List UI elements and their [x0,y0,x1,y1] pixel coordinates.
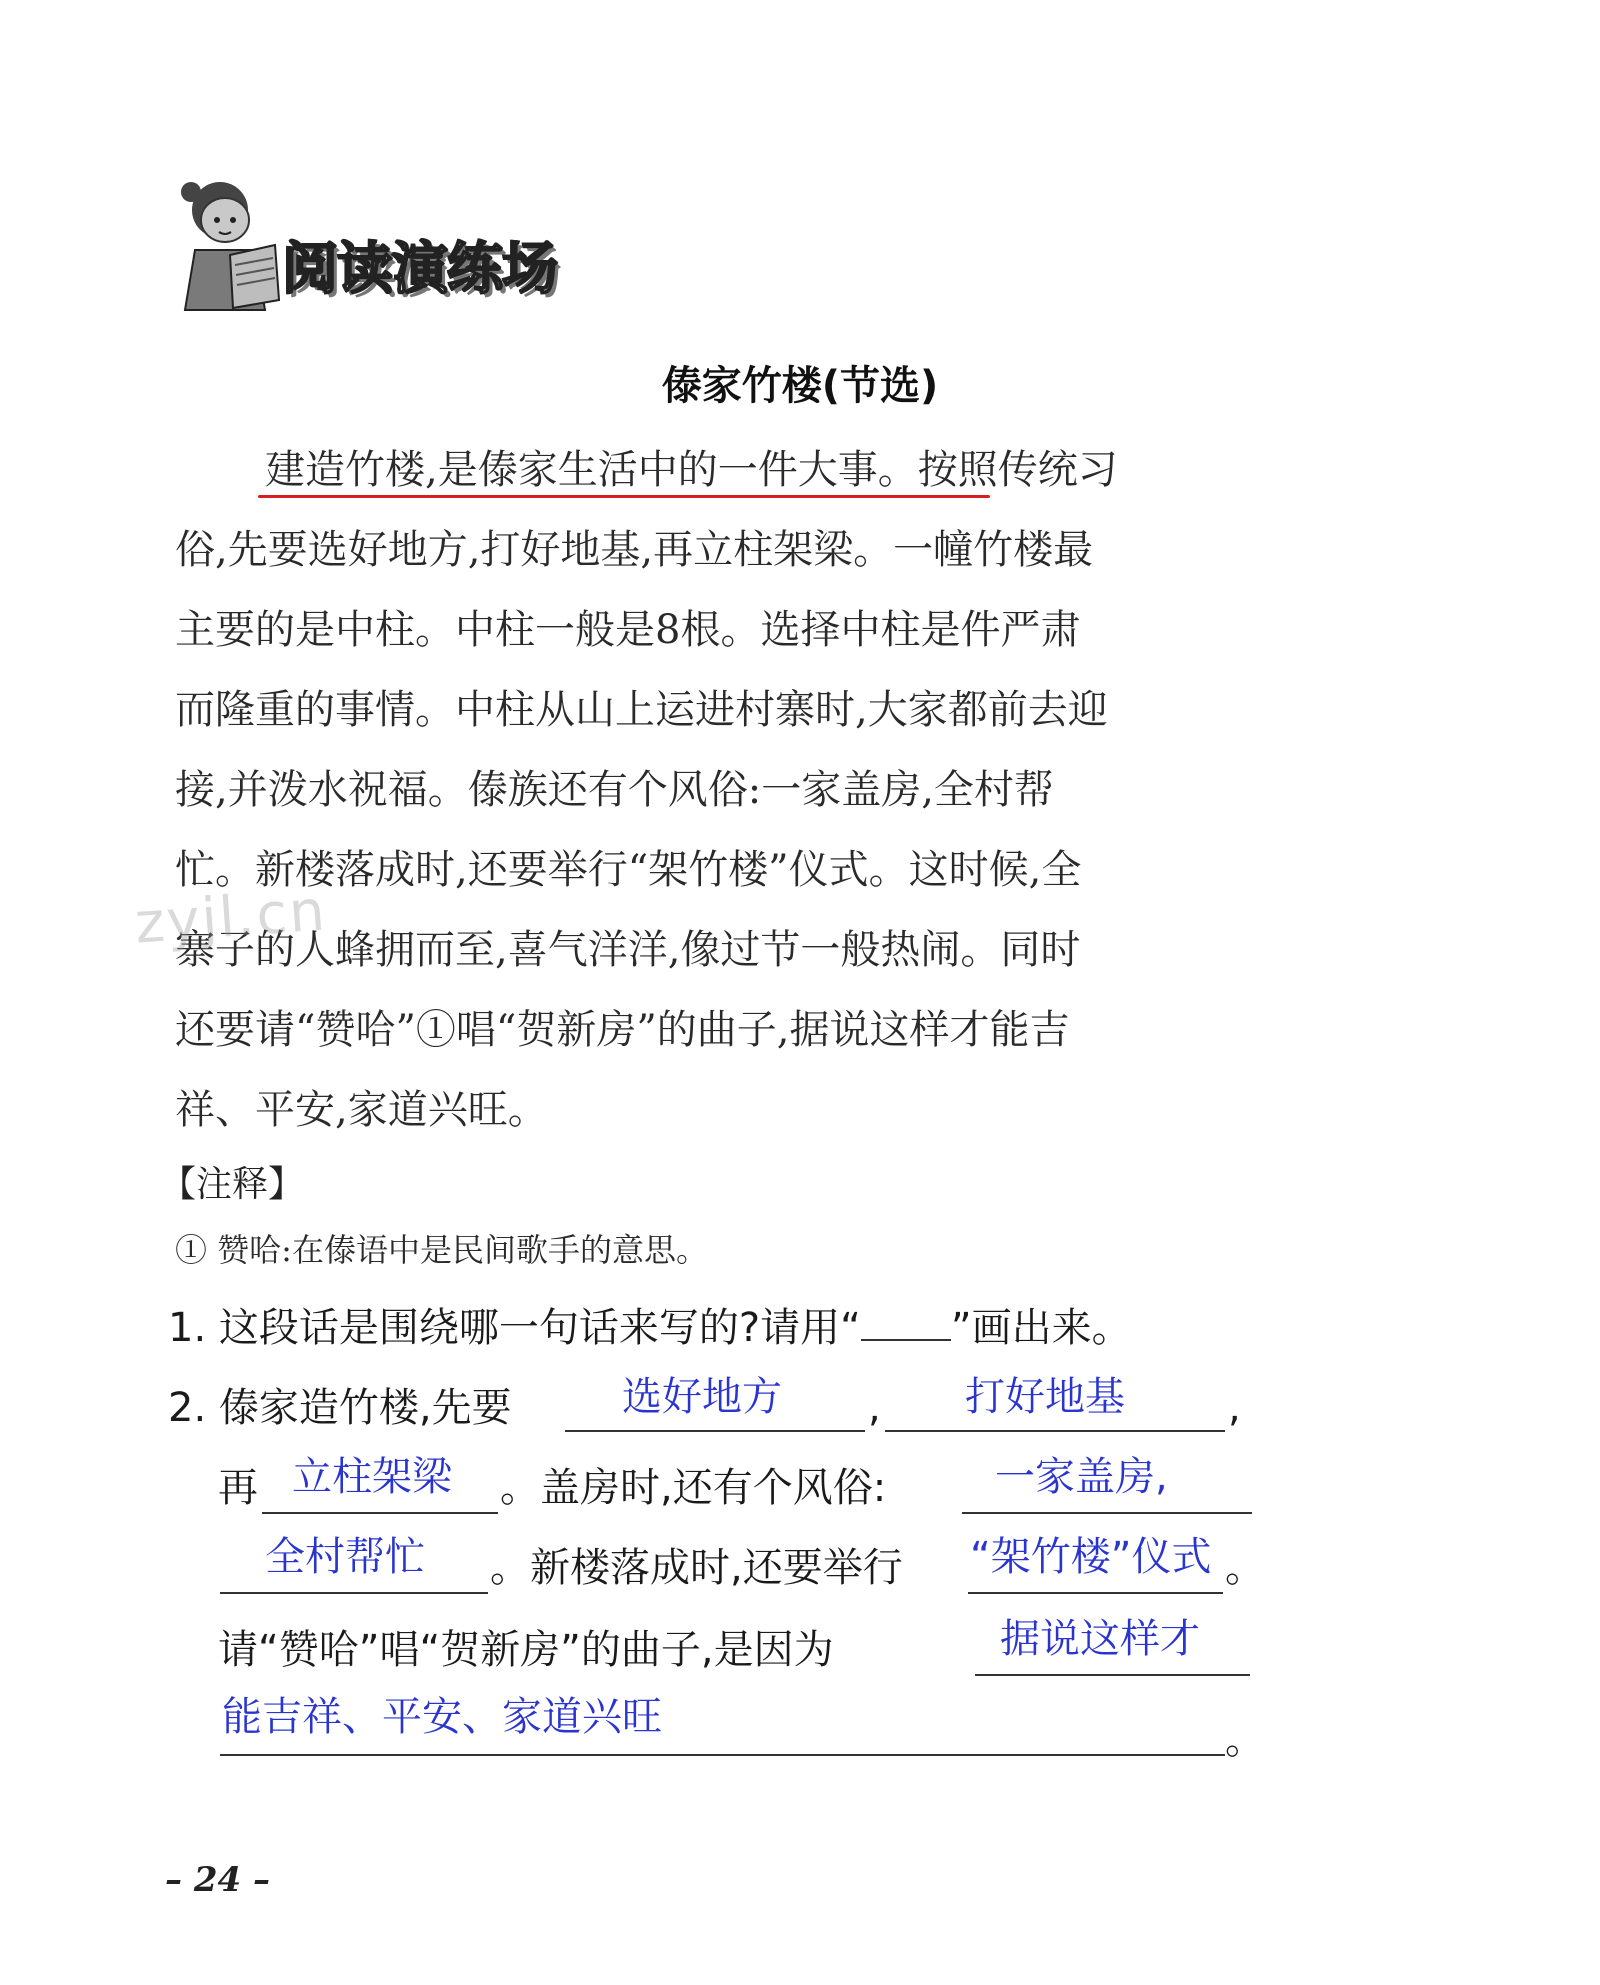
comma-2: , [1228,1385,1241,1431]
answer-2: 打好地基 [965,1374,1125,1420]
question-1-text-before: 1. 这段话是围绕哪一句话来写的?请用“ [168,1305,861,1351]
question-1-sample-line [861,1305,951,1341]
question-2-line-5-end: 。 [1225,1717,1265,1763]
answer-blank-7[interactable] [975,1674,1250,1676]
note-item: ① 赞哈:在傣语中是民间歌手的意思。 [175,1231,708,1269]
answer-5: 全村帮忙 [265,1534,425,1580]
answer-8: 能吉祥、平安、家道兴旺 [222,1694,662,1740]
passage-line-5: 接,并泼水祝福。傣族还有个风俗:一家盖房,全村帮 [175,767,1054,813]
question-2-line-3-mid: 。新楼落成时,还要举行 [490,1545,903,1591]
watermark: zyjl.cn [132,878,329,957]
answer-6: “架竹楼”仪式 [970,1534,1212,1580]
answer-red-underline [258,495,990,498]
question-2-line-3-end: 。 [1225,1545,1265,1591]
answer-blank-2[interactable] [885,1430,1225,1432]
question-2-line-1: 2. 傣家造竹楼,先要 [168,1385,512,1431]
answer-blank-3[interactable] [262,1512,498,1514]
passage-line-6: 忙。新楼落成时,还要举行“架竹楼”仪式。这时候,全 [175,847,1082,893]
passage-line-9: 祥、平安,家道兴旺。 [175,1087,548,1133]
question-1-text-after: ”画出来。 [950,1305,1132,1351]
article-title: 傣家竹楼(节选) [661,363,939,409]
answer-blank-5[interactable] [220,1592,488,1594]
section-title: 阅读演练场 [282,237,557,302]
girl-reading-illustration [175,170,280,320]
question-2-line-4: 请“赞哈”唱“贺新房”的曲子,是因为 [218,1627,834,1673]
passage-line-3: 主要的是中柱。中柱一般是8根。选择中柱是件严肃 [175,607,1081,653]
answer-4: 一家盖房, [995,1454,1168,1500]
answer-1: 选好地方 [622,1374,782,1420]
passage-line-4: 而隆重的事情。中柱从山上运进村寨时,大家都前去迎 [175,687,1108,733]
notes-heading: 【注释】 [160,1164,305,1205]
answer-blank-1[interactable] [565,1430,865,1432]
answer-blank-6[interactable] [968,1592,1223,1594]
passage-line-7: 寨子的人蜂拥而至,喜气洋洋,像过节一般热闹。同时 [175,927,1081,973]
passage-line-2: 俗,先要选好地方,打好地基,再立柱架梁。一幢竹楼最 [175,527,1094,573]
question-2-line-2-mid: 。盖房时,还有个风俗: [500,1465,887,1511]
answer-blank-8[interactable] [220,1754,1225,1756]
comma-1: , [868,1385,881,1431]
passage-line-1: 建造竹楼,是傣家生活中的一件大事。按照传统习 [265,447,1118,493]
question-2-line-2-prefix: 再 [218,1465,258,1511]
answer-3: 立柱架梁 [292,1454,452,1500]
question-1 [168,1298,1132,1358]
answer-blank-4[interactable] [962,1512,1252,1514]
answer-7: 据说这样才 [1000,1616,1200,1662]
page-number: – 24 – [165,1860,270,1900]
passage-line-8: 还要请“赞哈”①唱“贺新房”的曲子,据说这样才能吉 [175,1007,1070,1053]
